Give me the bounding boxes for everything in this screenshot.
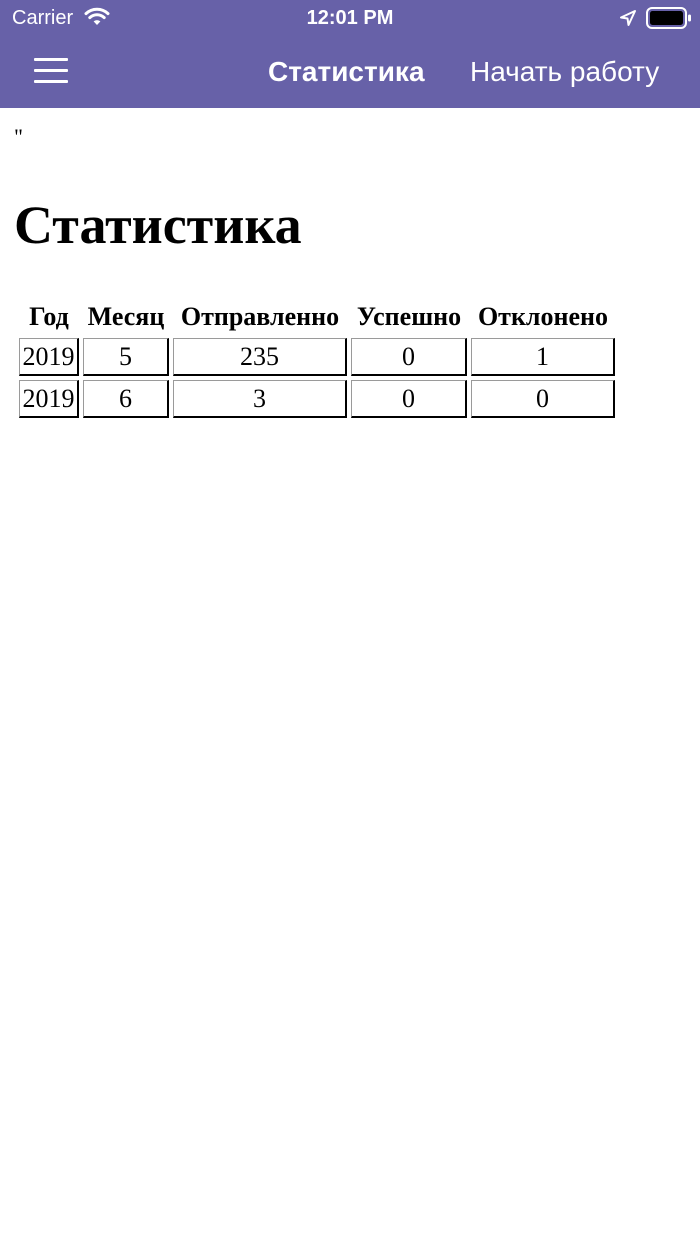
stray-text: " [14,124,23,149]
column-header-month: Месяц [87,302,165,331]
cell-rejected: 0 [471,380,615,418]
battery-icon [646,7,692,29]
carrier-label: Carrier [12,7,74,29]
hamburger-menu-icon[interactable] [28,52,74,90]
cell-year: 2019 [19,338,79,376]
status-time: 12:01 PM [306,7,394,29]
cell-year: 2019 [19,380,79,418]
nav-title: Статистика [268,56,425,87]
start-work-button[interactable]: Начать работу [470,56,660,87]
column-header-sent: Отправленно [180,302,340,331]
column-header-year: Год [29,302,69,331]
status-bar [0,0,700,36]
cell-rejected: 1 [471,338,615,376]
cell-month: 5 [83,338,169,376]
page-content [0,108,700,1244]
column-header-successful: Успешно [356,302,462,331]
table-row [19,338,615,376]
statistics-table [15,296,619,422]
menu-line [34,80,68,83]
menu-line [34,58,68,61]
cell-sent: 3 [173,380,347,418]
location-arrow-icon [618,8,638,28]
menu-line [34,69,68,72]
table-row [19,380,615,418]
app-header [0,0,700,108]
cell-sent: 235 [173,338,347,376]
page-title: Статистика [14,195,302,255]
column-header-rejected: Отклонено [477,302,609,331]
cell-successful: 0 [351,380,467,418]
navigation-bar [0,36,700,108]
table-header-row [19,300,615,334]
cell-successful: 0 [351,338,467,376]
cell-month: 6 [83,380,169,418]
